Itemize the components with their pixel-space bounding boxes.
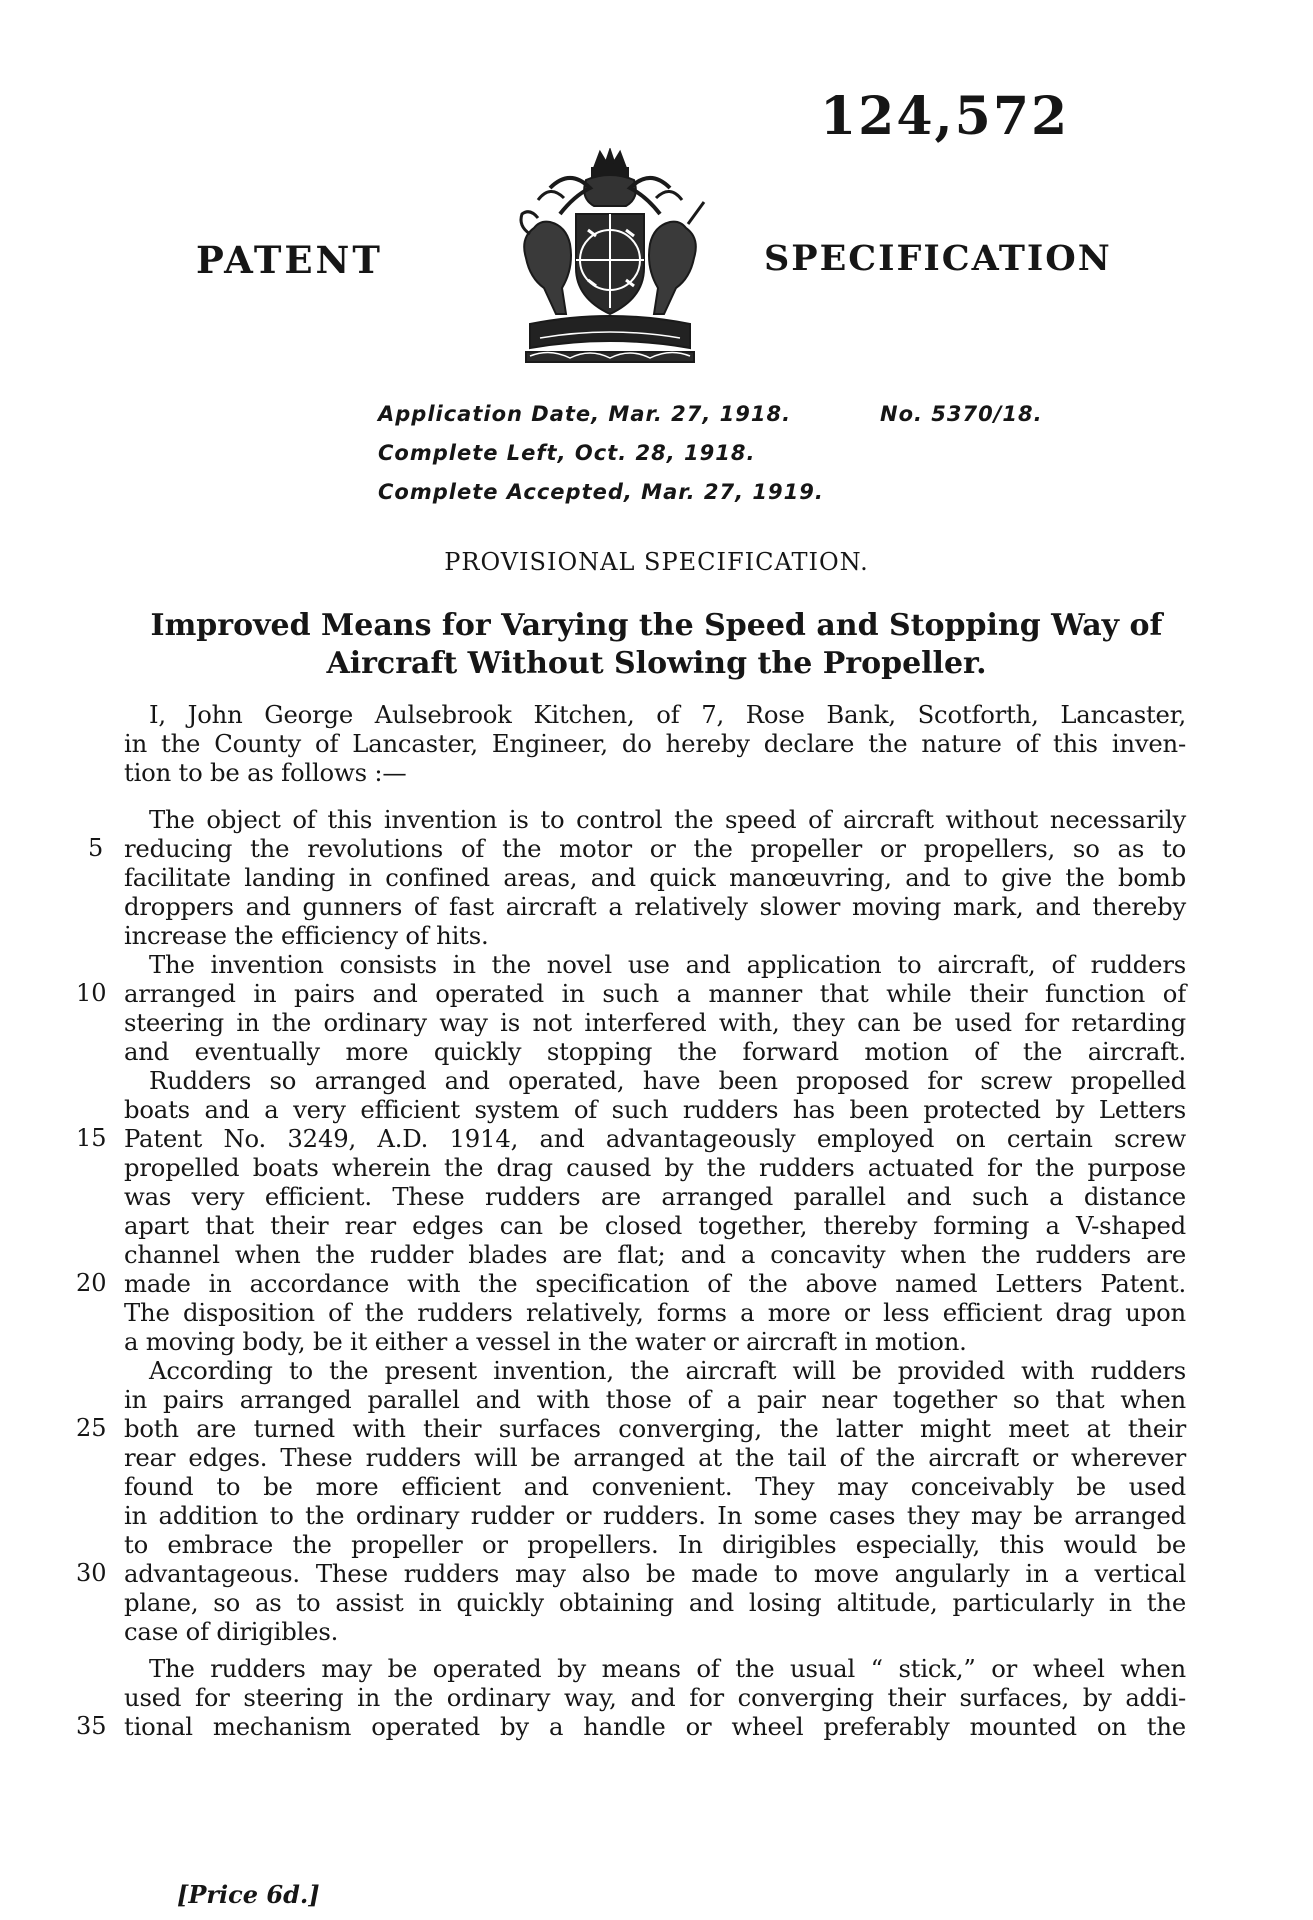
body-line: in pairs arranged parallel and with those of a pair near together so that when — [124, 1385, 1186, 1414]
complete-left-date: Complete Left, Oct. 28, 1918. — [378, 441, 756, 465]
body-line: The object of this invention is to control the speed of aircraft without necessarily — [149, 805, 1186, 834]
body-line: arranged in pairs and operated in such a manner that while their function of — [124, 979, 1186, 1008]
royal-coat-of-arms-emblem — [490, 148, 730, 366]
body-line: was very efficient. These rudders are arranged parallel and such a distance — [124, 1182, 1186, 1211]
application-date: Application Date, Mar. 27, 1918. — [378, 402, 792, 426]
body-line: tional mechanism operated by a handle or wheel preferably mounted on the — [124, 1712, 1186, 1741]
body-line: made in accordance with the specification of the above named Letters Patent. — [124, 1269, 1186, 1298]
body-line: The invention consists in the novel use and application to aircraft, of rudders — [149, 950, 1186, 979]
title-line-1: Improved Means for Varying the Speed and Stopping Way of — [150, 608, 1163, 643]
body-line: a moving body, be it either a vessel in the water or aircraft in motion. — [124, 1327, 967, 1356]
line-number: 25 — [76, 1414, 107, 1442]
body-line: increase the efficiency of hits. — [124, 921, 489, 950]
body-line: According to the present invention, the aircraft will be provided with rudders — [149, 1356, 1186, 1385]
body-line: boats and a very efficient system of such rudders has been protected by Letters — [124, 1095, 1186, 1124]
line-number: 5 — [88, 834, 104, 862]
section-heading: PROVISIONAL SPECIFICATION. — [444, 548, 869, 576]
body-line: I, John George Aulsebrook Kitchen, of 7, Rose Bank, Scotforth, Lancaster, — [149, 700, 1186, 729]
application-number: No. 5370/18. — [880, 402, 1043, 426]
body-line: in addition to the ordinary rudder or rudders. In some cases they may be arranged — [124, 1501, 1186, 1530]
patent-heading-left: PATENT — [196, 238, 383, 282]
body-line: to embrace the propeller or propellers. In dirigibles especially, this would be — [124, 1530, 1186, 1559]
patent-heading-right: SPECIFICATION — [764, 238, 1112, 279]
body-line: apart that their rear edges can be closed together, thereby forming a V-shaped — [124, 1211, 1186, 1240]
body-line: in the County of Lancaster, Engineer, do hereby declare the nature of this inven- — [124, 729, 1186, 758]
body-line: found to be more efficient and convenient. They may conceivably be used — [124, 1472, 1186, 1501]
line-number: 35 — [76, 1712, 107, 1740]
body-line: steering in the ordinary way is not interfered with, they can be used for retarding — [124, 1008, 1186, 1037]
complete-accepted-date: Complete Accepted, Mar. 27, 1919. — [378, 480, 824, 504]
body-line: used for steering in the ordinary way, and for converging their surfaces, by addi- — [124, 1683, 1186, 1712]
line-number: 30 — [76, 1559, 107, 1587]
body-line: propelled boats wherein the drag caused by the rudders actuated for the purpose — [124, 1153, 1186, 1182]
body-line: tion to be as follows :— — [124, 758, 407, 787]
line-number: 20 — [76, 1269, 107, 1297]
body-line: and eventually more quickly stopping the forward motion of the aircraft. — [124, 1037, 1186, 1066]
patent-number: 124,572 — [820, 86, 1070, 147]
body-line: advantageous. These rudders may also be made to move angularly in a vertical — [124, 1559, 1186, 1588]
body-line: facilitate landing in confined areas, and quick manœuvring, and to give the bomb — [124, 863, 1186, 892]
body-line: both are turned with their surfaces converging, the latter might meet at their — [124, 1414, 1186, 1443]
body-line: case of dirigibles. — [124, 1617, 339, 1646]
body-line: The disposition of the rudders relatively, forms a more or less efficient drag upon — [124, 1298, 1186, 1327]
price-label: [Price 6d.] — [177, 1880, 320, 1909]
body-line: Rudders so arranged and operated, have been proposed for screw propelled — [149, 1066, 1186, 1095]
body-line: Patent No. 3249, A.D. 1914, and advantageously employed on certain screw — [124, 1124, 1186, 1153]
body-line: droppers and gunners of fast aircraft a relatively slower moving mark, and thereby — [124, 892, 1186, 921]
body-line: rear edges. These rudders will be arranged at the tail of the aircraft or wherever — [124, 1443, 1186, 1472]
body-line: channel when the rudder blades are flat; and a concavity when the rudders are — [124, 1240, 1186, 1269]
title-line-2: Aircraft Without Slowing the Propeller. — [326, 646, 987, 681]
line-number: 10 — [76, 979, 107, 1007]
body-line: The rudders may be operated by means of the usual “ stick,” or wheel when — [149, 1654, 1186, 1683]
body-line: reducing the revolutions of the motor or the propeller or propellers, so as to — [124, 834, 1186, 863]
line-number: 15 — [76, 1124, 107, 1152]
body-line: plane, so as to assist in quickly obtaining and losing altitude, particularly in the — [124, 1588, 1186, 1617]
